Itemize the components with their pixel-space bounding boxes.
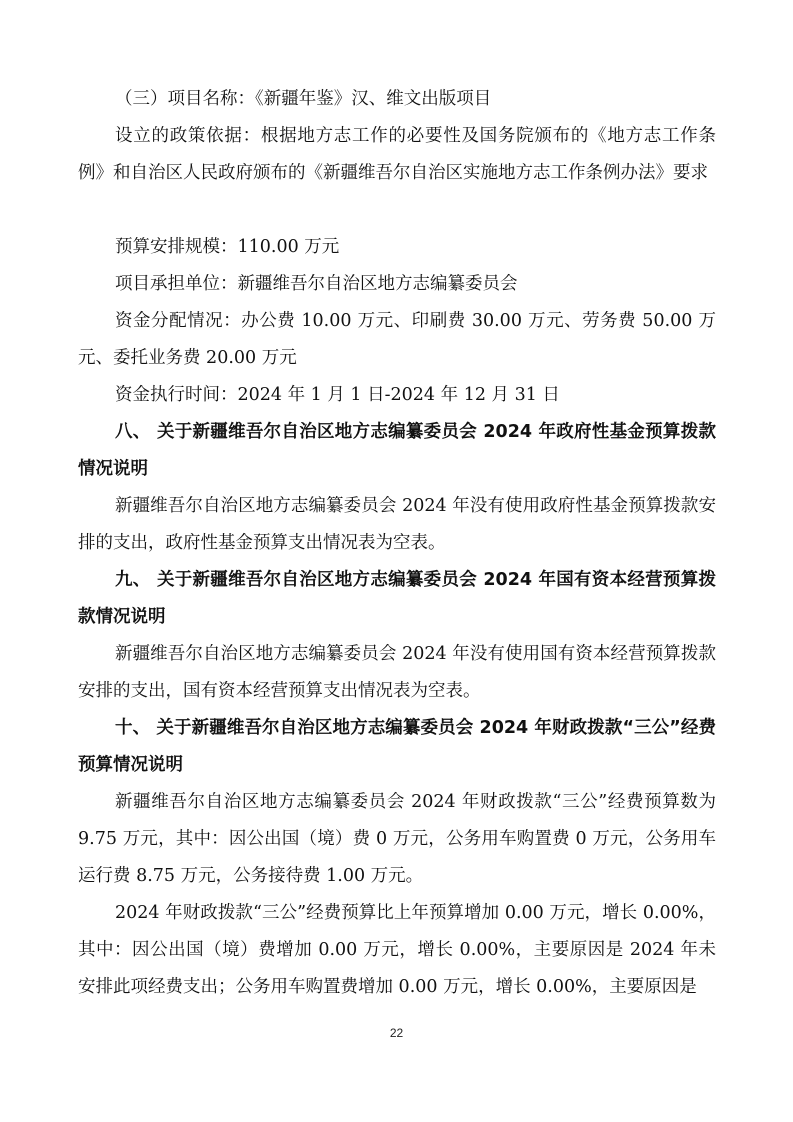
section10-heading: 十、 关于新疆维吾尔自治区地方志编纂委员会 2024 年财政拨款“三公”经费预算情况说明 [78,718,716,775]
section10-body-1: 新疆维吾尔自治区地方志编纂委员会 2024 年财政拨款“三公”经费预算数为 9.75 万元，其中：因公出国（境）费 0 万元，公务用车购置费 0 万元，公务用车运行费 8.75 万元，公务接待费 1.00 万元。 [78,792,716,886]
budget-scale: 预算安排规模：110.00 万元 [115,237,340,257]
project3-title: （三）项目名称：《新疆年鉴》汉、维文出版项目 [115,89,492,109]
section9-heading: 九、 关于新疆维吾尔自治区地方志编纂委员会 2024 年国有资本经营预算拨款情况说明 [78,570,716,627]
policy-basis: 设立的政策依据：根据地方志工作的必要性及国务院颁布的《地方志工作条例》和自治区人民政府颁布的《新疆维吾尔自治区实施地方志工作条例办法》要求 [78,126,716,183]
fund-period: 资金执行时间：2024 年 1 月 1 日-2024 年 12 月 31 日 [115,385,560,405]
page-number: 22 [389,1026,404,1040]
section10-body-2: 2024 年财政拨款“三公”经费预算比上年预算增加 0.00 万元，增长 0.00%，其中：因公出国（境）费增加 0.00 万元，增长 0.00%，主要原因是 2024 年未安排此项经费支出；公务用车购置费增加 0.00 万元，增长 0.00%，主要原因是 [78,903,716,997]
section8-heading: 八、 关于新疆维吾尔自治区地方志编纂委员会 2024 年政府性基金预算拨款情况说明 [78,422,716,479]
undertaking-unit: 项目承担单位：新疆维吾尔自治区地方志编纂委员会 [115,274,518,294]
section9-body: 新疆维吾尔自治区地方志编纂委员会 2024 年没有使用国有资本经营预算拨款安排的支出，国有资本经营预算支出情况表为空表。 [78,644,716,701]
fund-allocation: 资金分配情况：办公费 10.00 万元、印刷费 30.00 万元、劳务费 50.00 万元、委托业务费 20.00 万元 [78,311,716,368]
section8-body: 新疆维吾尔自治区地方志编纂委员会 2024 年没有使用政府性基金预算拨款安排的支出，政府性基金预算支出情况表为空表。 [78,496,716,553]
